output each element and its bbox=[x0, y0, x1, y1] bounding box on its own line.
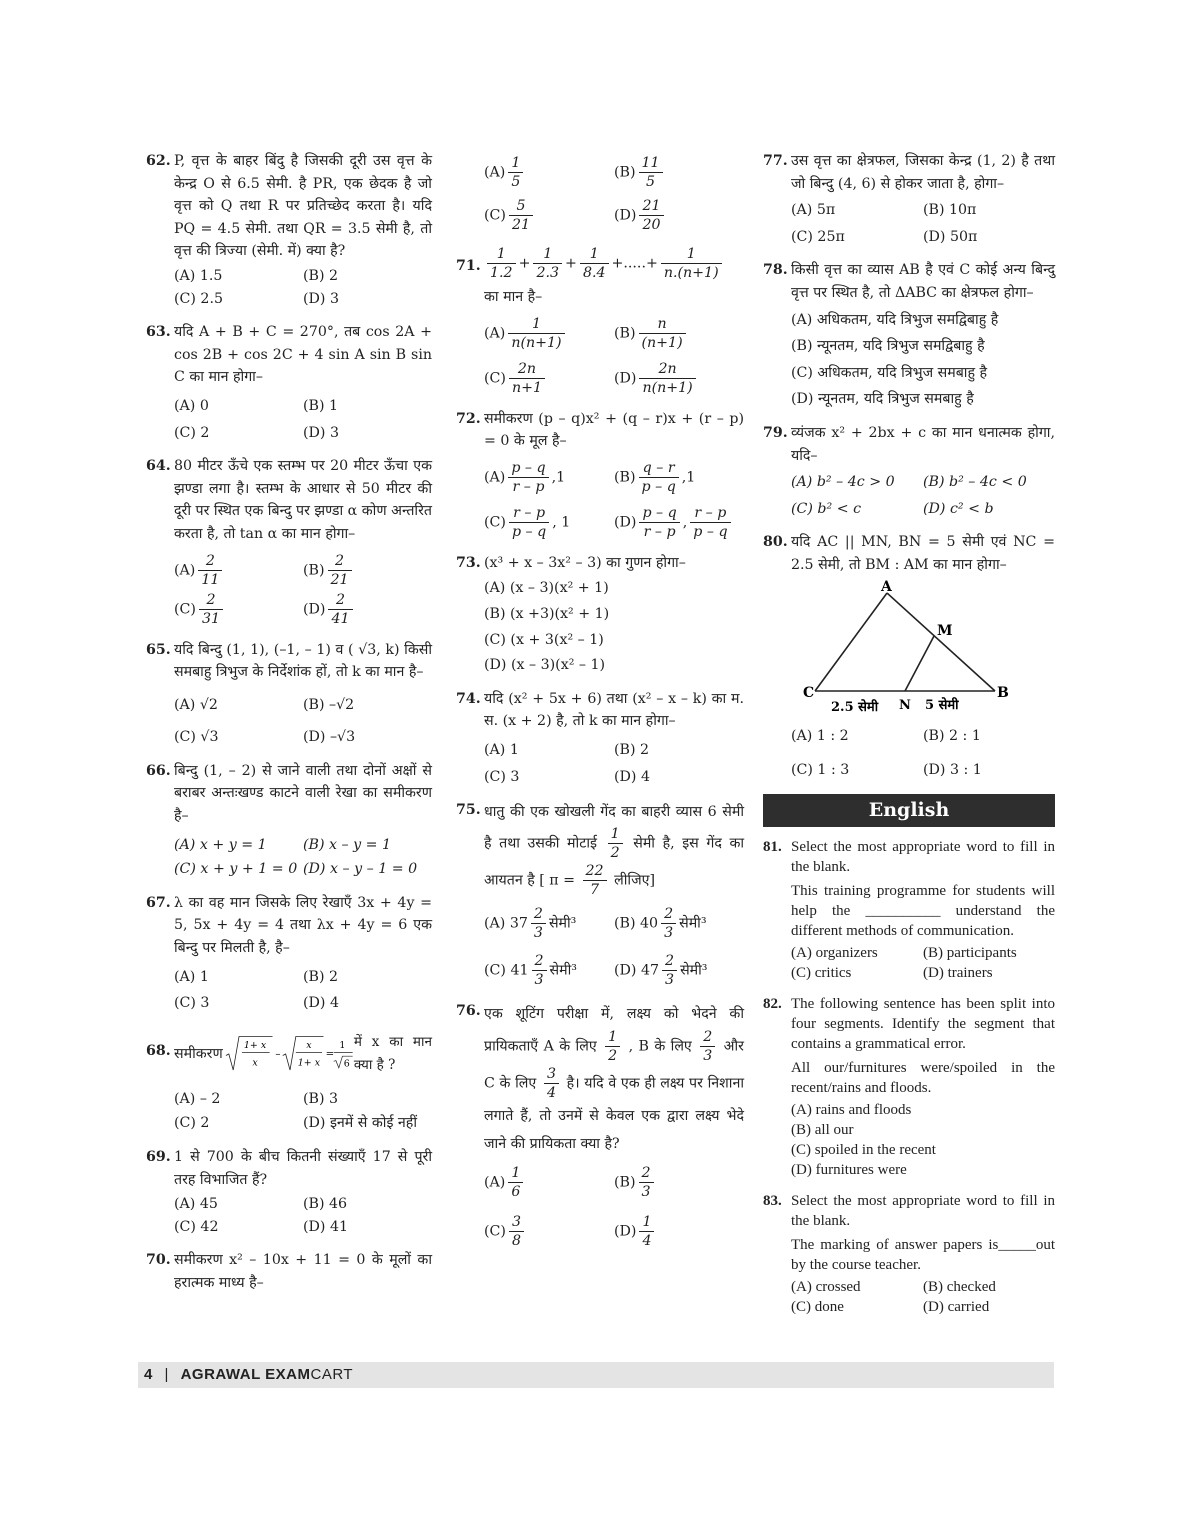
option-d: (D) 3 bbox=[303, 424, 339, 441]
option-c: (C) $\frac{2}{31}$ bbox=[174, 591, 303, 628]
option-b: (B) 46 bbox=[303, 1196, 348, 1213]
option-a: (A) 37 $\frac{2}{3}$ सेमी³ bbox=[484, 906, 577, 942]
question-74 bbox=[456, 688, 744, 794]
option-a: (A) 1 bbox=[484, 741, 519, 758]
option-b: (B) participants bbox=[923, 944, 1017, 961]
length-bn: 5 सेमी bbox=[925, 697, 959, 713]
question-text: 80 मीटर ऊँचे एक स्तम्भ पर 20 मीटर ऊँचा एक झण्डा लगा है। स्तम्भ के आधार से 50 मीटर की दूरी पर स्थित एक बिन्दु पर झण्डा α कोण अन्तरित करता है, तो tan α का मान होगा– bbox=[174, 458, 432, 542]
question-number: 68. bbox=[146, 1042, 171, 1059]
option-b: (B) $\frac{11}{5}$ bbox=[614, 154, 744, 191]
page-number: 4 bbox=[144, 1366, 153, 1383]
question-number: 65. bbox=[146, 641, 171, 658]
column-3 bbox=[763, 150, 1055, 1328]
option-a: (A) (x – 3)(x² + 1) bbox=[484, 580, 609, 597]
option-d: (D) furnitures were bbox=[791, 1161, 907, 1178]
option-c: (C) $\frac{3}{8}$ bbox=[484, 1213, 614, 1250]
triangle-figure bbox=[791, 579, 1041, 719]
question-text: λ का वह मान जिसके लिए रेखाएँ 3x + 4y = 5, 5x + 4y = 4 तथा λx + 4y = 6 एक बिन्दु पर मिलती है, है– bbox=[174, 894, 432, 957]
option-b: (B) 10π bbox=[923, 202, 977, 219]
column-2 bbox=[456, 150, 744, 1261]
question-sentence: This training programme for students will help the __________ understand the different methods of communication. bbox=[791, 882, 1055, 939]
option-a: (A) rains and floods bbox=[791, 1101, 912, 1118]
option-b: (B) (x +3)(x² + 1) bbox=[484, 605, 610, 622]
option-c: (C) b² < c bbox=[791, 500, 862, 517]
question-text: समीकरण (p – q)x² + (q – r)x + (r – p) = 0 के मूल है– bbox=[484, 410, 744, 450]
question-number: 72. bbox=[456, 410, 481, 427]
question-75 bbox=[456, 799, 744, 995]
question-number: 75. bbox=[456, 802, 481, 819]
option-c: (C) x + y + 1 = 0 bbox=[174, 861, 298, 878]
svg-text:1: 1 bbox=[339, 1039, 346, 1051]
label-n: N bbox=[899, 697, 911, 713]
question-number: 80. bbox=[763, 534, 788, 551]
option-c: (C) $\frac{5}{21}$ bbox=[484, 197, 614, 234]
question-64 bbox=[146, 455, 432, 633]
option-c: (C) critics bbox=[791, 964, 852, 981]
option-d: (D) इनमें से कोई नहीं bbox=[303, 1115, 418, 1132]
question-number: 70. bbox=[146, 1252, 171, 1269]
option-a: (A) 5π bbox=[791, 202, 836, 219]
question-83 bbox=[763, 1191, 1055, 1323]
option-b: (B) 40 $\frac{2}{3}$ सेमी³ bbox=[614, 906, 707, 942]
option-b: (B) न्यूनतम, यदि त्रिभुज समद्विबाहु है bbox=[791, 338, 985, 355]
option-c: (C) अधिकतम, यदि त्रिभुज समबाहु है bbox=[791, 364, 988, 381]
option-b: (B) 2 bbox=[303, 267, 339, 284]
question-81 bbox=[763, 837, 1055, 989]
option-a: (A) $\frac{p - q}{r - p}$ ,1 bbox=[484, 459, 566, 495]
question-text: एक शूटिंग परीक्षा में, लक्ष्य को भेदने की प्रायिकताएँ A के लिए $\frac{1}{2}$ , B के लिए $\frac{2}{3}$ और C के लिए $\frac{3}{4}$ है। यदि वे एक ही लक्ष्य पर निशाना लगाते हैं, तो उनमें से केवल एक द्वारा लक्ष्य भेदे जाने की प्रायिकता क्या है? bbox=[484, 1006, 745, 1153]
option-a: (A) crossed bbox=[791, 1278, 861, 1295]
option-b: (B) checked bbox=[923, 1278, 996, 1295]
svg-text:1+ x: 1+ x bbox=[297, 1057, 320, 1069]
question-70 bbox=[146, 1249, 432, 1294]
section-heading: English bbox=[763, 794, 1055, 827]
option-a: (A) √2 bbox=[174, 696, 218, 713]
option-c: (C) 25π bbox=[791, 228, 845, 245]
option-b: (B) 3 bbox=[303, 1090, 339, 1107]
question-number: 82. bbox=[763, 995, 782, 1012]
question-62 bbox=[146, 150, 432, 316]
question-text: यदि AC || MN, BN = 5 सेमी एवं NC = 2.5 सेमी, तो BM : AM का मान होगा– bbox=[791, 534, 1055, 573]
option-d: (D) 3 : 1 bbox=[923, 762, 982, 779]
svg-text:–: – bbox=[275, 1048, 281, 1060]
option-c: (C) 42 bbox=[174, 1218, 219, 1235]
option-c: (C) 2.5 bbox=[174, 290, 223, 307]
question-text: Select the most appropriate word to fill in the blank. bbox=[791, 838, 1055, 875]
length-nc: 2.5 सेमी bbox=[831, 699, 879, 715]
question-number: 71. bbox=[456, 258, 481, 274]
question-73 bbox=[456, 552, 744, 683]
option-a: (A) 1 : 2 bbox=[791, 727, 849, 744]
question-68 bbox=[146, 1026, 432, 1141]
label-m: M bbox=[937, 622, 953, 639]
option-a: (A) – 2 bbox=[174, 1090, 221, 1107]
question-text: समीकरण 1+ x x – x 1+ x = 1 6 में x का मान क्या है ? bbox=[174, 1026, 432, 1082]
question-number: 74. bbox=[456, 690, 481, 707]
option-d: (D) –√3 bbox=[303, 729, 356, 746]
option-c: (C) 3 bbox=[174, 995, 210, 1012]
question-number: 62. bbox=[146, 153, 171, 169]
option-a: (A) 45 bbox=[174, 1196, 218, 1213]
question-text: Select the most appropriate word to fill in the blank. bbox=[791, 1192, 1055, 1229]
option-d: (D) 41 bbox=[303, 1218, 349, 1235]
option-b: (B) 2 bbox=[614, 741, 650, 758]
option-d: (D) 3 bbox=[303, 290, 339, 307]
option-d: (D) $\frac{2n}{n(n+1)}$ bbox=[614, 360, 744, 397]
svg-text:=: = bbox=[325, 1048, 334, 1060]
option-c: (C) $\frac{2n}{n+1}$ bbox=[484, 360, 614, 397]
option-d: (D) $\frac{1}{4}$ bbox=[614, 1213, 744, 1250]
question-text: $\frac{1}{1.2}$ + $\frac{1}{2.3}$ + $\frac{1}{8.4}$ +.....+ $\frac{1}{n.(n+1)}$ bbox=[484, 245, 744, 282]
option-a: (A) x + y = 1 bbox=[174, 836, 267, 853]
option-d: (D) $\frac{2}{41}$ bbox=[303, 591, 432, 628]
question-number: 81. bbox=[763, 838, 782, 855]
question-69 bbox=[146, 1146, 432, 1244]
option-b: (B) $\frac{2}{3}$ bbox=[614, 1164, 744, 1201]
option-b: (B) $\frac{q - r}{p - q}$ ,1 bbox=[614, 459, 696, 495]
question-number: 83. bbox=[763, 1192, 782, 1209]
option-a: (A) 1 bbox=[174, 968, 209, 985]
brand-logo: AGRAWAL EXAMCART bbox=[180, 1366, 354, 1383]
option-a: (A) $\frac{1}{5}$ bbox=[484, 154, 614, 191]
option-c: (C) 1 : 3 bbox=[791, 762, 850, 779]
question-text: व्यंजक x² + 2bx + c का मान धनात्मक होगा, यदि– bbox=[791, 424, 1055, 464]
question-65 bbox=[146, 639, 432, 755]
option-b: (B) all our bbox=[791, 1121, 854, 1138]
option-c: (C) √3 bbox=[174, 729, 219, 746]
option-c: (C) $\frac{r - p}{p - q}$ , 1 bbox=[484, 504, 571, 540]
question-text: समीकरण x² – 10x + 11 = 0 के मूलों का हरात्मक माध्य है– bbox=[174, 1252, 432, 1291]
option-a: (A) अधिकतम, यदि त्रिभुज समद्विबाहु है bbox=[791, 311, 999, 328]
question-63 bbox=[146, 321, 432, 450]
option-a: (A) 1.5 bbox=[174, 267, 223, 284]
option-d: (D) $\frac{21}{20}$ bbox=[614, 197, 744, 234]
option-c: (C) (x + 3(x² – 1) bbox=[484, 631, 604, 648]
option-d: (D) $\frac{p - q}{r - p}$ , $\frac{r - p}{p - q}$ bbox=[614, 504, 744, 541]
option-a: (A) $\frac{1}{n(n+1)}$ bbox=[484, 315, 614, 352]
option-c: (C) done bbox=[791, 1298, 844, 1315]
option-b: (B) $\frac{2}{21}$ bbox=[303, 552, 432, 589]
question-number: 64. bbox=[146, 458, 171, 475]
question-text: बिन्दु (1, – 2) से जाने वाली तथा दोनों अक्षों से बराबर अन्तःखण्ड काटने वाली रेखा का समीकरण है– bbox=[174, 762, 432, 825]
option-a: (A) b² – 4c > 0 bbox=[791, 474, 895, 491]
option-b: (B) x – y = 1 bbox=[303, 836, 392, 853]
question-text: 1 से 700 के बीच कितनी संख्याएँ 17 से पूरी तरह विभाजित हैं? bbox=[174, 1149, 432, 1188]
column-1 bbox=[146, 150, 432, 1300]
question-text: P, वृत्त के बाहर बिंदु है जिसकी दूरी उस वृत्त के केन्द्र O से 6.5 सेमी. है PR, एक छेदक है जो वृत्त को Q तथा R पर प्रतिच्छेद करता है। यदि PQ = 4.5 सेमी. तथा QR = 3.5 सेमी है, तो वृत्त की त्रिज्या (सेमी. में) क्या है? bbox=[174, 153, 432, 260]
equation-figure bbox=[223, 1026, 354, 1082]
question-text: (x³ + x – 3x² – 3) का गुणन होगा– bbox=[484, 554, 686, 571]
question-sentence: All our/furnitures were/spoiled in the recent/rains and floods. bbox=[791, 1059, 1055, 1096]
option-b: (B) b² – 4c < 0 bbox=[923, 474, 1027, 491]
question-71: 71. $\frac{1}{1.2}$ + $\frac{1}{2.3}$ + $\frac{1}{8.4}$ +.....+ $\frac{1}{n.(n+1)}$ का मान है– (A) $\frac{1}{n(n+1)}$ (B) $\frac{n}{(n+1)}$ (C) $\frac{2n}{n+1}$ (D) $\frac{2n}{n(n+1)}$ bbox=[456, 245, 744, 403]
question-82 bbox=[763, 994, 1055, 1186]
question-number: 63. bbox=[146, 324, 171, 341]
question-76 bbox=[456, 1000, 744, 1256]
question-number: 76. bbox=[456, 1003, 481, 1020]
option-d: (D) 50π bbox=[923, 228, 978, 245]
question-78 bbox=[763, 259, 1055, 417]
option-d: (D) न्यूनतम, यदि त्रिभुज समबाहु है bbox=[791, 391, 974, 408]
option-a: (A) organizers bbox=[791, 944, 878, 961]
svg-text:1+ x: 1+ x bbox=[243, 1039, 266, 1051]
option-a: (A) $\frac{2}{11}$ bbox=[174, 552, 303, 589]
question-70-options bbox=[456, 150, 744, 240]
svg-text:6: 6 bbox=[343, 1058, 350, 1070]
option-b: (B) 2 bbox=[303, 968, 339, 985]
question-66 bbox=[146, 760, 432, 887]
question-79 bbox=[763, 422, 1055, 526]
option-a: (A) 0 bbox=[174, 397, 209, 414]
page-footer: 4 | AGRAWAL EXAMCART bbox=[138, 1362, 1054, 1388]
option-d: (D) trainers bbox=[923, 964, 993, 981]
label-b: B bbox=[997, 684, 1009, 701]
option-c: (C) 41 $\frac{2}{3}$ सेमी³ bbox=[484, 953, 577, 989]
question-67 bbox=[146, 892, 432, 1021]
option-a: (A) $\frac{1}{6}$ bbox=[484, 1164, 614, 1201]
option-c: (C) 3 bbox=[484, 768, 520, 785]
question-text: यदि A + B + C = 270°, तब cos 2A + cos 2B + cos 2C + 4 sin A sin B sin C का मान होगा– bbox=[174, 324, 432, 386]
label-c: C bbox=[803, 684, 815, 701]
question-text: धातु की एक खोखली गेंद का बाहरी व्यास 6 सेमी है तथा उसकी मोटाई $\frac{1}{2}$ सेमी है, इस गेंद का आयतन है [ π = $\frac{22}{7}$ लीजिए] bbox=[484, 804, 745, 899]
question-72 bbox=[456, 408, 744, 547]
option-d: (D) c² < b bbox=[923, 500, 994, 517]
question-number: 77. bbox=[763, 153, 788, 169]
option-d: (D) carried bbox=[923, 1298, 990, 1315]
question-text: उस वृत्त का क्षेत्रफल, जिसका केन्द्र (1, 2) है तथा जो बिन्दु (4, 6) से होकर जाता है, होगा– bbox=[791, 153, 1055, 192]
option-b: (B) 2 : 1 bbox=[923, 727, 981, 744]
question-number: 69. bbox=[146, 1149, 171, 1165]
option-c: (C) 2 bbox=[174, 1115, 210, 1132]
question-80 bbox=[763, 531, 1055, 787]
option-b: (B) $\frac{n}{(n+1)}$ bbox=[614, 315, 744, 352]
option-d: (D) 4 bbox=[614, 768, 650, 785]
option-d: (D) 47 $\frac{2}{3}$ सेमी³ bbox=[614, 953, 708, 989]
question-77 bbox=[763, 150, 1055, 254]
question-number: 66. bbox=[146, 762, 171, 779]
question-text: किसी वृत्त का व्यास AB है एवं C कोई अन्य बिन्दु वृत्त पर स्थित है, तो ΔABC का क्षेत्रफल होगा– bbox=[791, 262, 1055, 301]
option-b: (B) 1 bbox=[303, 397, 339, 414]
question-text: यदि (x² + 5x + 6) तथा (x² – x – k) का म. स. (x + 2) है, तो k का मान होगा– bbox=[484, 690, 744, 730]
option-b: (B) –√2 bbox=[303, 696, 355, 713]
question-number: 78. bbox=[763, 262, 788, 279]
option-c: (C) spoiled in the recent bbox=[791, 1141, 936, 1158]
question-text: यदि बिन्दु (1, 1), (–1, – 1) व ( √3, k) किसी समबाहु त्रिभुज के निर्देशांक हों, तो k का मान है– bbox=[174, 641, 432, 681]
question-sentence: The marking of answer papers is_____out by the course teacher. bbox=[791, 1236, 1055, 1273]
question-number: 73. bbox=[456, 554, 481, 571]
question-number: 67. bbox=[146, 894, 171, 911]
option-d: (D) x – y – 1 = 0 bbox=[303, 861, 418, 878]
svg-text:x: x bbox=[305, 1039, 312, 1051]
question-number: 79. bbox=[763, 424, 788, 441]
question-text: The following sentence has been split into four segments. Identify the segment that contains a grammatical error. bbox=[791, 995, 1055, 1052]
option-c: (C) 2 bbox=[174, 424, 210, 441]
option-d: (D) 4 bbox=[303, 995, 339, 1012]
svg-text:x: x bbox=[252, 1057, 258, 1069]
option-d: (D) (x – 3)(x² – 1) bbox=[484, 657, 606, 674]
label-a: A bbox=[881, 578, 892, 595]
